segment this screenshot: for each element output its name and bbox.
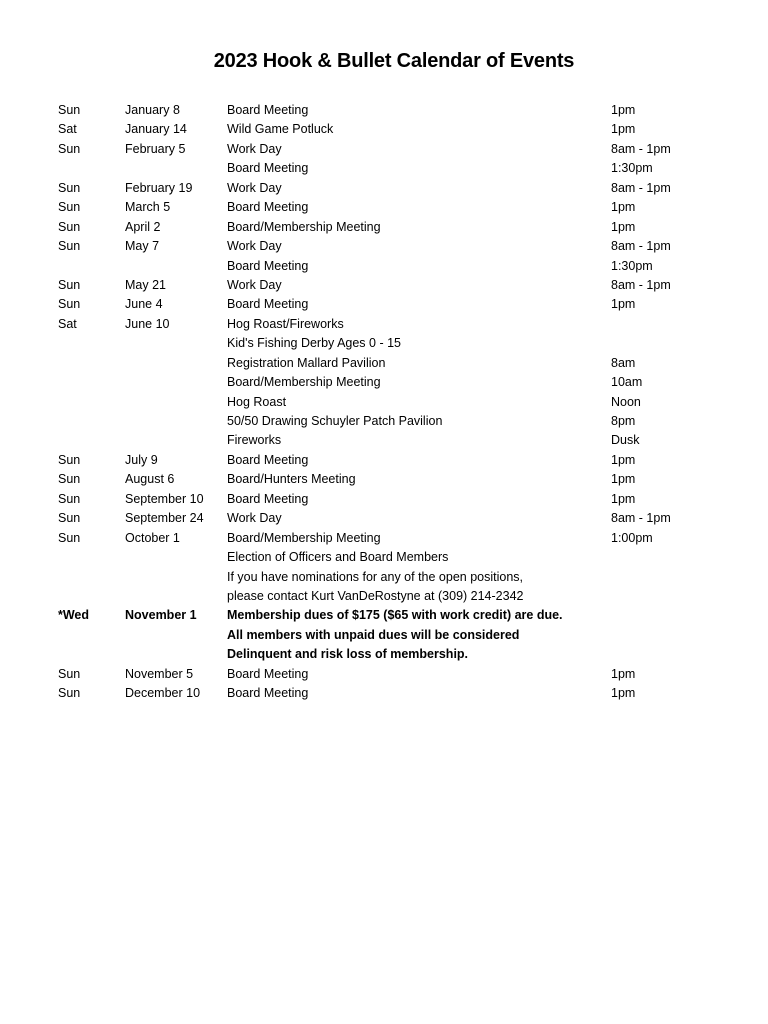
date-cell: December 10 xyxy=(125,686,201,701)
day-cell: Sun xyxy=(58,219,81,234)
day-cell: Sun xyxy=(58,277,81,292)
table-row xyxy=(58,645,718,664)
event-cell: Work Day xyxy=(227,277,282,292)
event-cell: Work Day xyxy=(227,239,282,254)
time-cell: 8am - 1pm xyxy=(611,180,671,195)
date-cell: March 5 xyxy=(125,200,171,215)
table-row xyxy=(58,315,718,334)
table-row xyxy=(58,412,718,431)
table-row xyxy=(58,101,718,120)
table-row xyxy=(58,529,718,548)
date-cell: November 5 xyxy=(125,666,194,681)
date-cell: July 9 xyxy=(125,452,158,467)
event-cell: Registration Mallard Pavilion xyxy=(227,355,386,370)
page-title: 2023 Hook & Bullet Calendar of Events xyxy=(213,50,575,72)
event-cell: Kid's Fishing Derby Ages 0 - 15 xyxy=(227,336,401,351)
event-cell: Board/Membership Meeting xyxy=(227,219,381,234)
time-cell: 8am - 1pm xyxy=(611,141,671,156)
table-row xyxy=(58,470,718,489)
table-row xyxy=(58,548,718,567)
event-cell: Board Meeting xyxy=(227,491,309,506)
date-cell: February 19 xyxy=(125,180,193,195)
event-cell: Board Meeting xyxy=(227,686,309,701)
day-cell: Sun xyxy=(58,491,81,506)
date-cell: February 5 xyxy=(125,141,186,156)
date-cell: November 1 xyxy=(125,608,197,623)
day-cell: Sun xyxy=(58,200,81,215)
event-cell: All members with unpaid dues will be considered xyxy=(227,627,520,642)
time-cell: 1:30pm xyxy=(611,161,653,176)
table-row xyxy=(58,509,718,528)
event-cell: Work Day xyxy=(227,511,282,526)
day-cell: Sat xyxy=(58,122,77,137)
date-cell: June 4 xyxy=(125,297,163,312)
day-cell: Sat xyxy=(58,316,77,331)
day-cell: Sun xyxy=(58,452,81,467)
time-cell: 1pm xyxy=(611,491,636,506)
event-cell: Board Meeting xyxy=(227,161,309,176)
time-cell: 8pm xyxy=(611,414,636,428)
table-row xyxy=(58,218,718,237)
event-cell: Board/Membership Meeting xyxy=(227,530,381,545)
day-cell: Sun xyxy=(58,472,81,487)
date-cell: January 14 xyxy=(125,122,187,137)
time-cell: 8am - 1pm xyxy=(611,277,671,292)
event-cell: Hog Roast xyxy=(227,394,287,409)
day-cell: Sun xyxy=(58,239,81,254)
time-cell: 8am xyxy=(611,355,636,370)
table-row xyxy=(58,684,718,703)
time-cell: 1pm xyxy=(611,200,636,215)
table-row xyxy=(58,431,718,450)
event-cell: Board Meeting xyxy=(227,297,309,312)
date-cell: May 21 xyxy=(125,277,166,292)
time-cell: 1:30pm xyxy=(611,258,653,273)
event-cell: Election of Officers and Board Members xyxy=(227,550,449,565)
day-cell: Sun xyxy=(58,530,81,545)
table-row xyxy=(58,140,718,159)
time-cell: Noon xyxy=(611,394,641,409)
table-row xyxy=(58,373,718,392)
day-cell: Sun xyxy=(58,666,81,681)
event-cell: Membership dues of $175 ($65 with work credit) are due. xyxy=(227,608,563,623)
date-cell: June 10 xyxy=(125,316,170,331)
day-cell: Sun xyxy=(58,511,81,526)
event-cell: 50/50 Drawing Schuyler Patch Pavilion xyxy=(227,414,443,428)
event-cell: Board Meeting xyxy=(227,666,309,681)
table-row xyxy=(58,606,718,625)
event-cell: Work Day xyxy=(227,180,282,195)
time-cell: 1:00pm xyxy=(611,530,653,545)
event-cell: Wild Game Potluck xyxy=(227,122,334,137)
table-row xyxy=(58,120,718,139)
time-cell: 8am - 1pm xyxy=(611,239,671,254)
date-cell: January 8 xyxy=(125,103,180,117)
event-cell: Delinquent and risk loss of membership. xyxy=(227,647,469,662)
date-cell: September 24 xyxy=(125,511,204,526)
time-cell: 8am - 1pm xyxy=(611,511,671,526)
table-row xyxy=(58,568,718,587)
event-cell: Hog Roast/Fireworks xyxy=(227,316,344,331)
event-cell: Work Day xyxy=(227,141,282,156)
table-row xyxy=(58,451,718,470)
table-row xyxy=(58,587,718,606)
time-cell: Dusk xyxy=(611,433,640,448)
time-cell: 1pm xyxy=(611,297,636,312)
time-cell: 1pm xyxy=(611,472,636,487)
event-cell: Board Meeting xyxy=(227,452,309,467)
table-row xyxy=(58,198,718,217)
event-cell: If you have nominations for any of the open positions, xyxy=(227,569,524,584)
time-cell: 1pm xyxy=(611,686,636,701)
time-cell: 1pm xyxy=(611,452,636,467)
events-table xyxy=(58,101,718,704)
table-row xyxy=(58,179,718,198)
day-cell: Sun xyxy=(58,686,81,701)
event-cell: Board Meeting xyxy=(227,258,309,273)
time-cell: 1pm xyxy=(611,666,636,681)
table-row xyxy=(58,626,718,645)
date-cell: September 10 xyxy=(125,491,204,506)
date-cell: October 1 xyxy=(125,530,180,545)
event-cell: please contact Kurt VanDeRostyne at (309) 214-2342 xyxy=(227,588,524,603)
date-cell: May 7 xyxy=(125,239,160,254)
day-cell: Sun xyxy=(58,141,81,156)
day-cell: Sun xyxy=(58,180,81,195)
table-row xyxy=(58,665,718,684)
event-cell: Board Meeting xyxy=(227,200,309,215)
day-cell: Sun xyxy=(58,103,81,117)
table-row xyxy=(58,237,718,256)
table-row xyxy=(58,334,718,353)
table-row xyxy=(58,159,718,178)
event-cell: Board Meeting xyxy=(227,103,309,117)
event-cell: Fireworks xyxy=(227,433,282,448)
time-cell: 1pm xyxy=(611,219,636,234)
table-row xyxy=(58,295,718,314)
table-row xyxy=(58,354,718,373)
table-row xyxy=(58,490,718,509)
event-cell: Board/Hunters Meeting xyxy=(227,472,356,487)
table-row xyxy=(58,257,718,276)
date-cell: April 2 xyxy=(125,219,161,234)
table-row xyxy=(58,276,718,295)
date-cell: August 6 xyxy=(125,472,175,487)
day-cell: *Wed xyxy=(58,608,90,623)
time-cell: 1pm xyxy=(611,122,636,137)
event-cell: Board/Membership Meeting xyxy=(227,375,381,390)
day-cell: Sun xyxy=(58,297,81,312)
time-cell: 1pm xyxy=(611,103,636,117)
time-cell: 10am xyxy=(611,375,643,390)
table-row xyxy=(58,393,718,412)
